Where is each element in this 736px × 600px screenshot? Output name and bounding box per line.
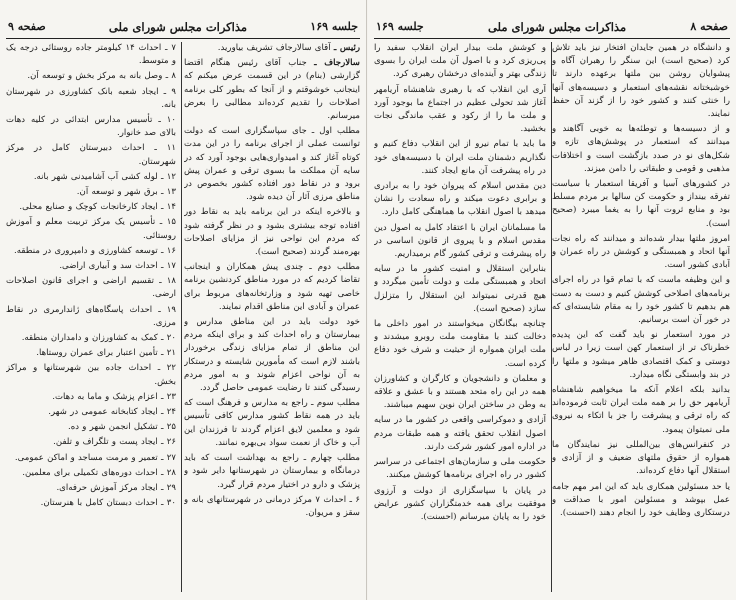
paragraph: ۱۶ ـ توسعه کشاورزی و دامپروری در منطقه. [14, 245, 176, 256]
paragraph: در پایان با سپاسگزاری از دولت و آرزوی موفقیت برای همه خدمتگزاران کشور عرایض خود را به پایان میرسانم (احسنت). [374, 485, 546, 522]
paragraph [184, 261, 360, 314]
paragraph [184, 57, 360, 123]
paragraph: ما باید با تمام نیرو از این انقلاب دفاع کنیم و نگذاریم دشمنان ملت ایران با دسیسه‌های خود در راه پیشرفت آن مانع ایجاد کنند. [374, 139, 546, 176]
publication-title: مذاکرات مجلس شورای ملی [487, 20, 627, 34]
page-header [376, 18, 728, 36]
paragraph: و معلمان و دانشجویان و کارگران و کشاورزان همه در این راه متحد هستند و با عشق و علاقه به وطن در ساختن ایران نوین سهیم میباشند. [374, 373, 546, 411]
paragraph: ۱۱ ـ احداث دبیرستان کامل در مرکز شهرستان. [6, 143, 176, 167]
paragraph: ۱۴ ـ ایجاد کارخانجات کوچک و صنایع محلی. [19, 202, 176, 213]
column-divider [551, 42, 552, 592]
paragraph: بنابراین استقلال و امنیت کشور ما در سایه اتحاد و همبستگی ملت و دولت تأمین میگردد و هیچ قدرتی نمیتواند این استقلال را متزلزل سازد (صحیح است). [374, 264, 546, 314]
paragraph: ۲۹ ـ ایجاد مرکز آموزش حرفه‌ای. [56, 483, 176, 494]
page-header [8, 18, 358, 36]
left-page [0, 0, 367, 600]
page-number: صفحه ۹ [8, 20, 46, 33]
paragraph: و کوشش ملت بیدار ایران انقلاب سفید را پی‌ریزی کرد و با اصول آن ملت ایران را بسوی زندگی بهتر و آینده‌ای درخشان رهبری کرد. [374, 43, 546, 80]
session-number: جلسه ۱۶۹ [376, 20, 424, 33]
paragraph: در کنفرانس‌های بین‌المللی نیز نمایندگان ما همواره از حقوق ملتهای ضعیف و از آزادی و استقلال آنها دفاع کرده‌اند. [552, 439, 730, 477]
paragraph: ۲۴ ـ ایجاد کتابخانه عمومی در شهر. [48, 407, 176, 418]
paragraph: و از دسیسه‌ها و توطئه‌ها به خوبی آگاهند و میدانند که استعمار در پوشش‌های تازه و شکل‌های نو در صدد بازگشت است و اختلافات مذهبی و قومی و طبقاتی را دامن میزند. [552, 124, 730, 174]
paragraph: ۲۷ ـ تعمیر و مرمت مساجد و اماکن عمومی. [14, 452, 176, 463]
paragraph: ۱۲ ـ لوله کشی آب آشامیدنی شهر بانه. [33, 171, 176, 182]
page-number: صفحه ۸ [690, 20, 728, 33]
paragraph-text: ۶ ـ احداث ۷ مرکز درمانی در شهرستانهای بانه و سقز و مریوان. [184, 494, 360, 518]
text-column-left [6, 42, 176, 592]
paragraph: ۲۲ ـ احداث جاده بین شهرستانها و مراکز بخش. [6, 363, 176, 387]
paragraph-text: مطلب دوم ـ چندی پیش همکاران و اینجانب تقاضا کردیم که در مورد مناطق کردنشین برنامه خاصی تهیه شود و وزارتخانه‌های مربوط برای عمران و آبادی این مناطق اقدام نمایند. [184, 262, 360, 312]
session-number: جلسه ۱۶۹ [310, 20, 358, 33]
paragraph: ما مسلمانان ایران با اعتقاد کامل به اصول دین مقدس اسلام و با پیروی از قانون اساسی در راه پیشرفت و ترقی کشور گام برمیداریم. [374, 222, 546, 260]
paragraph-text: جناب آقای رئیس هنگام اقتضا گزارشی (بنام) در این قسمت عرض میکنم که اینجانب خوشوقتم و از آنجا که بطور کلی برنامه اصلاحات را تقدیم کرده‌اند مطالبی را بعرض میرسانم. [184, 58, 360, 122]
paragraph: حکومت ملی و سازمان‌های اجتماعی در سراسر کشور در راه اجرای برنامه‌ها کوشش میکنند. [374, 457, 546, 481]
column-divider [181, 42, 182, 592]
paragraph-text: مطلب چهارم ـ راجع به بهداشت است که باید درمانگاه و بیمارستان در شهرستانها دایر شود و پزشک و دارو در اختیار مردم قرار گیرد. [184, 453, 360, 490]
paragraph: امروز ملتها بیدار شده‌اند و میدانند که راه نجات آنها اتحاد و همبستگی و کوشش در راه عمران و آبادی کشور است. [552, 233, 730, 271]
paragraph-text: خود دولت باید در این مناطق مدارس و بیمارستان و راه احداث کند و برای اینکه مردم این مناطق از تمام مزایای زندگی برخوردار باشند لازم است که مأمورین شایسته و درستکار به آن نواحی اعزام شوند و به امور مردم رسیدگی کنند تا رضایت عمومی حاصل گردد. [184, 317, 360, 394]
header-rule [6, 38, 360, 39]
publication-title: مذاکرات مجلس شورای ملی [108, 20, 248, 34]
paragraph: آزادی و دموکراسی واقعی در کشور ما در سایه اصول انقلاب تحقق یافته و همه طبقات مردم در اداره امور کشور شرکت دارند. [374, 415, 546, 452]
paragraph [184, 316, 360, 395]
paragraph: چنانچه بیگانگان میخواستند در امور داخلی ما دخالت کنند با مقاومت ملت روبرو میشدند و ملت ایران همواره از حیثیت و شرف خود دفاع کرده است. [374, 319, 546, 369]
speaker-name: سالارجاف ـ [314, 58, 360, 69]
paragraph: ۱۳ ـ برق شهر و توسعه آن. [76, 187, 176, 198]
paragraph: آری این انقلاب که با رهبری شاهنشاه آریامهر آغاز شد تحولی عظیم در اجتماع ما بوجود آورد و ملت ما را از رکود و عقب ماندگی نجات بخشید. [374, 84, 546, 135]
paragraph: ۱۸ ـ تقسیم اراضی و اجرای قانون اصلاحات ارضی. [6, 276, 176, 300]
speaker-name: رئیس ـ [333, 43, 360, 53]
text-column-right [552, 42, 730, 592]
paragraph [184, 42, 360, 55]
paragraph [184, 494, 360, 520]
paragraph: ۳۰ ـ احداث دبستان کامل با هنرستان. [40, 498, 176, 509]
paragraph [184, 206, 360, 259]
paragraph: ۱۹ ـ احداث پاسگاه‌های ژاندارمری در نقاط مرزی. [6, 304, 176, 328]
paragraph: یا حد مسئولین همکاری باید که این امر مهم جامه عمل بپوشد و مسئولین امور با صداقت و درستکاری وظایف خود را انجام دهند (احسنت). [552, 481, 730, 518]
paragraph: و دانشگاه در همین جایدان افتخار نیز باید تلاش کرد (صحیح است) این سنگر را رهبران آگاه و پیشوایان روشن بین ملتها برعهده دارند تا خوشبختانه نقشه‌های استعمار و دسیسه‌های آنها را خنثی کنند و کشور خود را از گزند آن حفظ نمایند. [552, 43, 730, 120]
text-column-right [184, 42, 360, 592]
paragraph: ۸ ـ وصل بانه به مرکز بخش و توسعه آن. [27, 71, 176, 82]
paragraph: ۲۰ ـ کمک به کشاورزان و دامداران منطقه. [21, 333, 176, 344]
paragraph: و این وظیفه ماست که با تمام قوا در راه اجرای برنامه‌های اصلاحی کوشش کنیم و دست به دست هم بدهیم تا کشور خود را به مقام شایسته‌ای که در خور آن است برسانیم. [552, 275, 730, 326]
paragraph [184, 125, 360, 204]
paragraph-text: مطلب سوم ـ راجع به مدارس و فرهنگ است که باید در همه نقاط کشور مدارس کافی تأسیس شود و معلمین لایق اعزام گردند تا فرزندان این آب و خاک از نعمت سواد بی‌بهره نمانند. [184, 398, 360, 448]
paragraph-text: آقای سالارجاف تشریف بیاورید. [217, 43, 331, 53]
paragraph: ۹ ـ ایجاد شعبه بانک کشاورزی در شهرستان بانه. [6, 86, 176, 110]
paragraph: بدانید بلکه اعلام آنکه ما میخواهیم شاهنشاه آریامهر حق را بر همه ملت ایران ثابت فرموده‌اند که راه ترقی و پیشرفت را جز با اتکاء به نیروی ملی نمیتوان پیمود. [552, 385, 730, 435]
header-rule [374, 38, 730, 39]
paragraph: ۲۵ ـ تشکیل انجمن شهر و ده. [68, 422, 176, 433]
paragraph [184, 397, 360, 450]
paragraph: در مورد استعمار نو باید گفت که این پدیده خطرناک تر از استعمار کهن است زیرا در لباس دوستی و کمک اقتصادی ظاهر میشود و ملتها را در بند وابستگی نگاه میدارد. [552, 330, 730, 380]
paragraph: ۱۰ ـ تأسیس مدارس ابتدائی در کلیه دهات بالای صد خانوار. [6, 115, 176, 139]
paragraph [184, 452, 360, 492]
paragraph: ۲۶ ـ ایجاد پست و تلگراف و تلفن. [53, 437, 176, 448]
paragraph: ۱۷ ـ احداث سد و آبیاری اراضی. [59, 261, 176, 272]
paragraph: ۷ ـ احداث ۱۴ کیلومتر جاده روستائی درجه یک و متوسط. [6, 43, 176, 67]
paragraph-text: و بالاخره اینکه در این برنامه باید به نقاط دور افتاده توجه بیشتری بشود و در نظر گرفته شود که مردم این نواحی نیز از مزایای اصلاحات بهره‌مند گردند (صحیح است). [184, 207, 360, 258]
paragraph-text: مطلب اول ـ جای سپاسگزاری است که دولت توانست عملی از اجرای برنامه را در این مدت کوتاه آغاز کند و امیدواری‌هایی بوجود آورد که در سایه آن مملکت ما بسوی ترقی و عمران پیش برود و در نقاط دور افتاده کشور بخصوص در مناطق مرزی آثار آن دیده شود. [184, 126, 360, 203]
paragraph: در کشورهای آسیا و آفریقا استعمار با سیاست تفرقه بینداز و حکومت کن سالها بر مردم مسلط بود و منابع ثروت آنها را به یغما میبرد (صحیح است). [552, 179, 730, 229]
paragraph: ۲۳ ـ اعزام پزشک و ماما به دهات. [52, 391, 176, 402]
paragraph: ۲۱ ـ تأمین اعتبار برای عمران روستاها. [36, 348, 176, 359]
paragraph: ۲۸ ـ احداث دوره‌های تکمیلی برای معلمین. [22, 467, 176, 478]
paragraph: ۱۵ ـ تأسیس یک مرکز تربیت معلم و آموزش روستائی. [6, 217, 176, 241]
paragraph: دین مقدس اسلام که پیروان خود را به برادری و برابری دعوت میکند و راه سعادت را نشان میدهد با اصول انقلاب ما هماهنگی کامل دارد. [374, 181, 546, 218]
right-page [368, 0, 736, 600]
text-column-left [374, 42, 546, 592]
